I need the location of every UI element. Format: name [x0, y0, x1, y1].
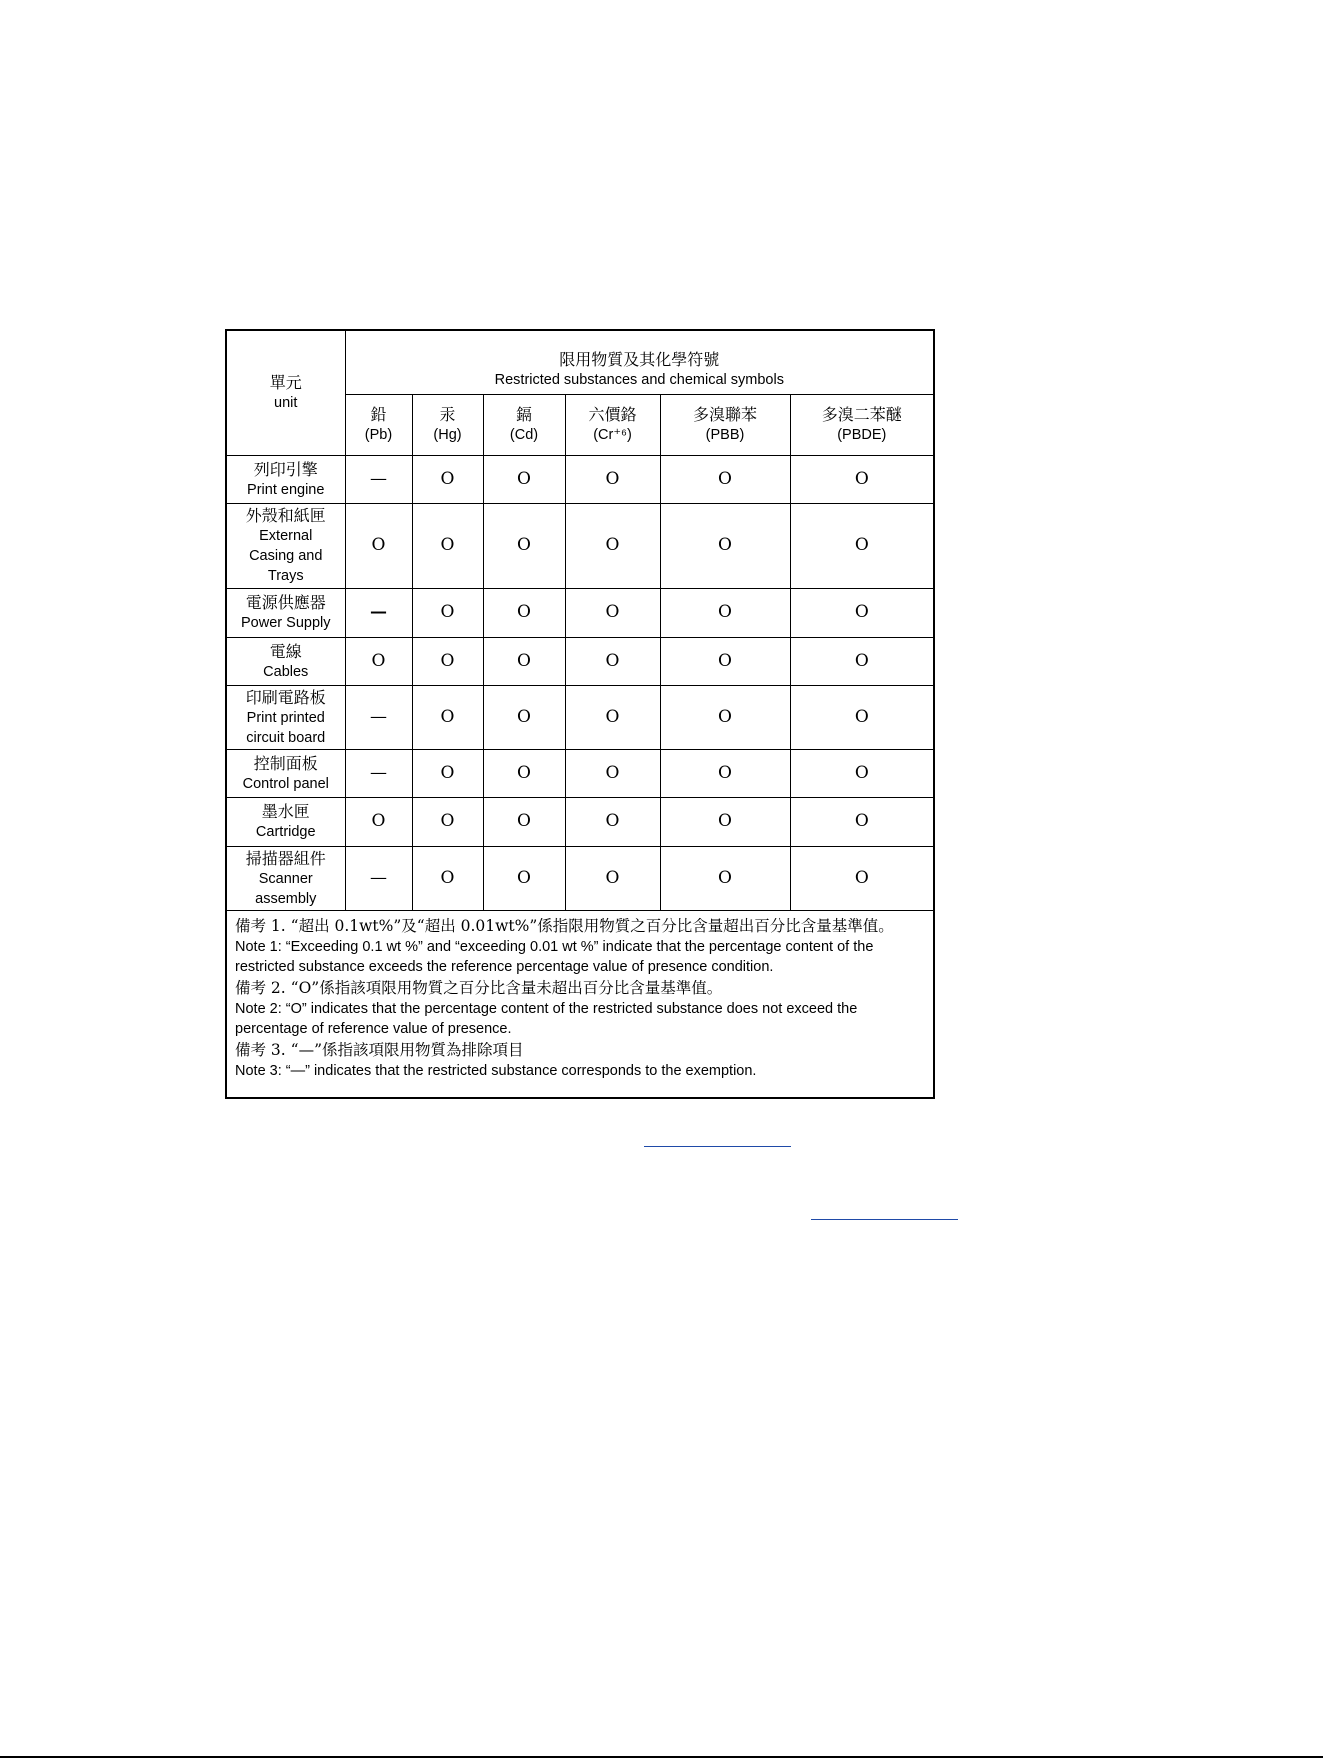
row-label-en: Cartridge	[255, 824, 316, 840]
cell-mark: —	[370, 762, 387, 783]
cell-mark: O	[605, 468, 620, 489]
row-label-zh: 掃描器組件	[245, 848, 326, 868]
row-label-zh: 印刷電路板	[245, 687, 326, 707]
cell-mark: O	[718, 468, 732, 489]
table-cell	[483, 685, 565, 749]
column-header-zh: 汞	[439, 405, 456, 424]
table-cell	[483, 455, 565, 503]
row-label-zh: 電源供應器	[245, 593, 326, 612]
note-1-en-line-2: restricted substance exceeds the reference percentage value of presence condition.	[235, 959, 774, 975]
row-label-en: Power Supply	[241, 615, 331, 631]
cell-mark: O	[440, 867, 455, 888]
cell-mark: O	[718, 535, 732, 555]
table-cell	[483, 588, 565, 637]
cell-mark: O	[517, 535, 531, 555]
table-cell	[483, 637, 565, 685]
row-label	[226, 749, 345, 797]
cell-mark: O	[605, 706, 620, 727]
table-cell	[660, 797, 790, 846]
table-cell	[790, 797, 934, 846]
cell-mark: O	[605, 867, 620, 888]
table-cell	[412, 749, 483, 797]
table-row	[226, 637, 934, 685]
table-cell	[790, 846, 934, 910]
unit-header-cell	[226, 330, 345, 455]
table-cell	[345, 588, 412, 637]
cell-mark: O	[440, 535, 455, 555]
table-cell	[565, 797, 660, 846]
cell-mark: —	[370, 706, 387, 727]
table-cell	[483, 749, 565, 797]
cell-mark: O	[854, 762, 869, 783]
table-row	[226, 846, 934, 910]
column-header-pbde	[790, 394, 934, 455]
table-cell	[345, 797, 412, 846]
cell-mark: O	[517, 706, 531, 727]
row-label-en: Cables	[263, 663, 309, 680]
table-cell	[790, 685, 934, 749]
table-cell	[412, 455, 483, 503]
table-cell	[660, 637, 790, 685]
notes-row	[226, 910, 934, 1098]
note-3-zh: 備考 3. “—”係指該項限用物質為排除項目	[235, 1040, 524, 1059]
table-cell	[345, 455, 412, 503]
row-label-en: Print printed circuit board	[246, 709, 326, 746]
table-cell	[660, 685, 790, 749]
table-cell	[660, 749, 790, 797]
table-cell	[565, 588, 660, 637]
link-underline-1[interactable]	[644, 1146, 791, 1147]
table-row	[226, 685, 934, 749]
table-cell	[483, 503, 565, 588]
cell-mark: —	[370, 867, 387, 888]
cell-mark: O	[517, 811, 531, 831]
substance-header-cell	[345, 330, 934, 394]
row-label	[226, 455, 345, 503]
table-cell	[412, 637, 483, 685]
cell-mark: O	[718, 706, 732, 727]
column-header-cadmium	[483, 394, 565, 455]
column-header-zh: 鎘	[515, 405, 532, 424]
table-cell	[412, 846, 483, 910]
unit-header-en: unit	[274, 395, 298, 412]
table-cell	[412, 797, 483, 846]
column-header-symbol: (Pb)	[364, 427, 393, 443]
cell-mark: O	[440, 650, 455, 671]
table-cell	[483, 846, 565, 910]
row-label	[226, 503, 345, 588]
page-bottom-rule	[0, 1756, 1323, 1758]
cell-mark: O	[517, 650, 531, 671]
table-cell	[660, 455, 790, 503]
cell-mark: O	[517, 468, 531, 489]
cell-mark: O	[854, 602, 869, 622]
cell-mark: O	[517, 867, 531, 888]
row-label	[226, 685, 345, 749]
cell-mark: O	[517, 602, 531, 622]
table-cell	[790, 455, 934, 503]
note-2-en-line-2: percentage of reference value of presence.	[235, 1021, 512, 1037]
cell-mark: O	[371, 811, 386, 831]
row-label-zh: 墨水匣	[261, 802, 310, 821]
cell-mark: O	[440, 602, 455, 622]
table-row	[226, 503, 934, 588]
table-cell	[412, 685, 483, 749]
cell-mark: O	[718, 867, 732, 888]
link-underline-2[interactable]	[811, 1219, 958, 1220]
row-label-en: Control panel	[242, 775, 329, 792]
cell-mark: O	[854, 867, 869, 888]
cell-mark: O	[440, 811, 455, 831]
cell-mark: O	[854, 535, 869, 555]
cell-mark: O	[371, 535, 386, 555]
column-header-pbb	[660, 394, 790, 455]
column-header-chromium	[565, 394, 660, 455]
table-cell	[345, 685, 412, 749]
column-header-symbol: (Cd)	[509, 427, 539, 443]
column-header-zh: 多溴二苯醚	[821, 405, 902, 424]
column-header-mercury	[412, 394, 483, 455]
cell-mark: O	[854, 650, 869, 671]
note-2-zh: 備考 2. “O”係指該項限用物質之百分比含量未超出百分比含量基準值。	[235, 978, 723, 997]
cell-mark: O	[854, 706, 869, 727]
table-cell	[660, 846, 790, 910]
cell-mark: —	[370, 602, 387, 622]
table-cell	[565, 846, 660, 910]
cell-mark: O	[440, 468, 455, 489]
column-header-symbol: (Cr⁺⁶)	[593, 427, 632, 443]
table-cell	[345, 503, 412, 588]
cell-mark: O	[517, 762, 531, 783]
table-row	[226, 455, 934, 503]
row-label-zh: 電線	[269, 641, 302, 661]
row-label-zh: 外殼和紙匣	[245, 506, 326, 525]
table-row	[226, 749, 934, 797]
cell-mark: O	[718, 650, 732, 671]
column-header-lead	[345, 394, 412, 455]
table-cell	[565, 503, 660, 588]
cell-mark: —	[370, 468, 387, 489]
table-cell	[345, 846, 412, 910]
cell-mark: O	[854, 468, 869, 489]
note-2-en-line-1: Note 2: “O” indicates that the percentage content of the restricted substance does not exceed the	[235, 1000, 858, 1017]
cell-mark: O	[718, 762, 732, 783]
table-cell	[412, 503, 483, 588]
cell-mark: O	[440, 706, 455, 727]
column-header-zh: 六價鉻	[588, 405, 637, 424]
table-cell	[412, 588, 483, 637]
row-label	[226, 846, 345, 910]
row-label	[226, 797, 345, 846]
row-label-en: External Casing and Trays	[249, 528, 323, 584]
cell-mark: O	[605, 535, 620, 555]
column-header-symbol: (Hg)	[433, 427, 462, 443]
table-cell	[790, 637, 934, 685]
unit-header-zh: 單元	[269, 373, 302, 393]
table-row	[226, 588, 934, 637]
table-cell	[565, 749, 660, 797]
cell-mark: O	[718, 811, 732, 831]
column-header-zh: 鉛	[370, 405, 387, 424]
cell-mark: O	[605, 650, 620, 671]
substance-header-zh: 限用物質及其化學符號	[559, 349, 720, 369]
table-cell	[790, 749, 934, 797]
substance-header-en: Restricted substances and chemical symbols	[494, 371, 784, 388]
table-cell	[660, 588, 790, 637]
row-label	[226, 637, 345, 685]
column-header-zh: 多溴聯苯	[692, 405, 757, 424]
row-label-en: Scanner assembly	[255, 870, 317, 907]
table-cell	[565, 455, 660, 503]
table-cell	[790, 503, 934, 588]
cell-mark: O	[440, 762, 455, 783]
row-label-zh: 控制面板	[253, 753, 318, 773]
cell-mark: O	[605, 602, 620, 622]
table-cell	[565, 685, 660, 749]
table-cell	[660, 503, 790, 588]
cell-mark: O	[605, 811, 620, 831]
restricted-substances-table	[225, 329, 935, 1099]
note-1-zh: 備考 1. “超出 0.1wt%”及“超出 0.01wt%”係指限用物質之百分比含量超出百分比含量基準值。	[235, 916, 894, 935]
column-header-symbol: (PBB)	[705, 427, 745, 443]
column-header-symbol: (PBDE)	[837, 427, 887, 443]
row-label-en: Print engine	[247, 481, 325, 498]
table-cell	[565, 637, 660, 685]
row-label	[226, 588, 345, 637]
table-cell	[790, 588, 934, 637]
cell-mark: O	[854, 811, 869, 831]
cell-mark: O	[718, 602, 732, 622]
table-cell	[483, 797, 565, 846]
table-cell	[345, 749, 412, 797]
row-label-zh: 列印引擎	[253, 459, 318, 479]
note-3-en: Note 3: “—” indicates that the restricted substance corresponds to the exemption.	[235, 1062, 757, 1079]
note-1-en-line-1: Note 1: “Exceeding 0.1 wt %” and “exceeding 0.01 wt %” indicate that the percentage content of the	[235, 938, 874, 955]
notes-cell	[226, 910, 934, 1098]
cell-mark: O	[371, 650, 386, 671]
table-cell	[345, 637, 412, 685]
cell-mark: O	[605, 762, 620, 783]
table-row	[226, 797, 934, 846]
